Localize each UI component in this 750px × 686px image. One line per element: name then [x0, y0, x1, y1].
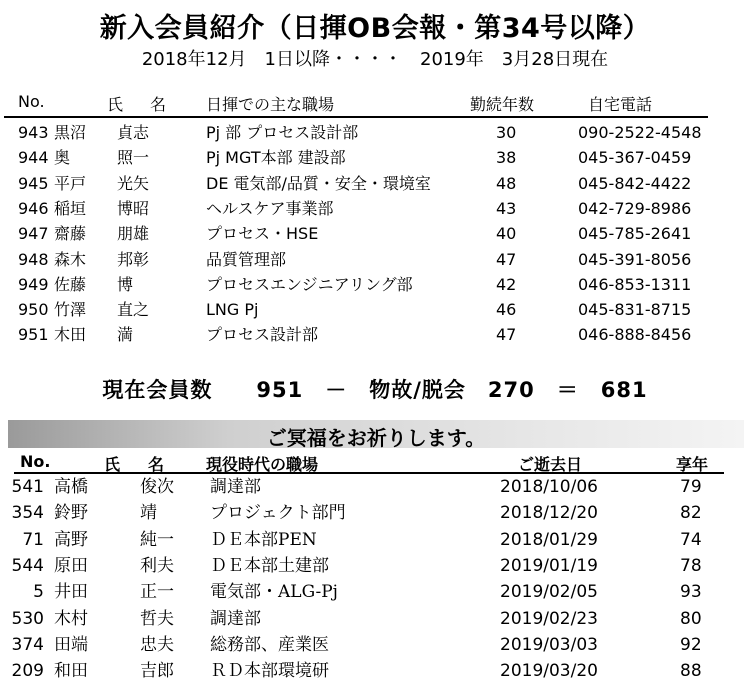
table-row: [0, 120, 750, 145]
header-name-2: 名: [148, 455, 165, 474]
member-workplace: 品質管理部: [206, 249, 287, 269]
deceased-surname: 木村: [54, 608, 88, 629]
member-surname: 齋藤: [54, 224, 87, 244]
member-phone: 045-367-0459: [578, 148, 692, 168]
member-workplace: LNG Pj: [206, 300, 259, 320]
member-workplace: プロセス・HSE: [206, 224, 319, 244]
deceased-date: 2019/01/19: [500, 555, 598, 576]
deceased-age: 92: [680, 634, 702, 655]
deceased-date: 2018/12/20: [500, 503, 598, 524]
deceased-age: 80: [680, 608, 702, 629]
table-row: [0, 171, 750, 196]
deceased-given-name: 忠夫: [140, 634, 174, 655]
deceased-given-name: 吉郎: [140, 661, 174, 682]
table-row: [0, 272, 750, 297]
deceased-surname: 田端: [54, 634, 88, 655]
date-range-subtitle: 2018年12月 1日以降・・・・ 2019年 3月28日現在: [141, 49, 609, 70]
table-row: [0, 297, 750, 322]
member-surname: 稲垣: [54, 198, 87, 218]
table-row: [0, 632, 750, 658]
member-workplace: プロセスエンジニアリング部: [206, 274, 413, 294]
table-row: [0, 247, 750, 272]
table-row: [0, 474, 750, 500]
member-surname: 木田: [54, 325, 87, 345]
member-no: 944: [18, 148, 49, 168]
member-years: 46: [496, 300, 517, 320]
deceased-given-name: 利夫: [140, 555, 174, 576]
deceased-workplace: ＲＤ本部環境研: [210, 661, 329, 682]
member-no: 947: [18, 224, 49, 244]
member-workplace: Pj MGT本部 建設部: [206, 148, 346, 168]
deceased-surname: 井田: [54, 582, 88, 603]
member-workplace: プロセス設計部: [206, 325, 319, 345]
header-years: 勤続年数: [470, 95, 535, 114]
deceased-given-name: 正一: [140, 582, 174, 603]
member-given-name: 博: [117, 274, 134, 294]
member-years: 43: [496, 198, 517, 218]
deceased-age: 74: [680, 529, 702, 550]
header-no: No.: [20, 452, 51, 471]
table-row: [0, 579, 750, 605]
member-given-name: 博昭: [117, 198, 150, 218]
deceased-date: 2019/03/03: [500, 634, 598, 655]
table-row: [0, 527, 750, 553]
member-phone: 090-2522-4548: [578, 123, 702, 142]
member-phone: 046-853-1311: [578, 274, 692, 294]
member-years: 42: [496, 274, 517, 294]
member-no: 951: [18, 325, 49, 345]
deceased-no: 5: [33, 582, 44, 603]
member-no: 945: [18, 173, 49, 193]
member-years: 48: [496, 173, 517, 193]
header-age: 享年: [676, 455, 709, 474]
condolence-banner-text: ご冥福をお祈りします。: [266, 426, 486, 450]
table-row: [0, 606, 750, 632]
condolence-banner: [8, 420, 744, 448]
member-no: 943: [18, 123, 49, 142]
member-years: 38: [496, 148, 517, 168]
deceased-date: 2019/02/23: [500, 608, 598, 629]
deceased-given-name: 靖: [140, 503, 157, 524]
deceased-workplace: ＤＥ本部土建部: [210, 555, 329, 576]
member-workplace: Pj 部 プロセス設計部: [206, 123, 359, 142]
table-row: [0, 500, 750, 526]
deceased-workplace: 電気部・ALG-Pj: [210, 582, 338, 603]
member-years: 47: [496, 249, 517, 269]
deceased-surname: 鈴野: [54, 503, 88, 524]
member-years: 47: [496, 325, 517, 345]
table-row: [0, 196, 750, 221]
deceased-age: 93: [680, 582, 702, 603]
table-row: [0, 322, 750, 347]
deceased-no: 71: [22, 529, 44, 550]
deceased-surname: 和田: [54, 661, 88, 682]
member-years: 30: [496, 123, 517, 142]
deceased-no: 209: [11, 661, 44, 682]
table-row: [0, 221, 750, 246]
deceased-workplace: 調達部: [210, 477, 261, 497]
member-no: 946: [18, 198, 49, 218]
deceased-given-name: 俊次: [140, 477, 174, 497]
deceased-workplace: プロジェクト部門: [210, 503, 346, 524]
member-surname: 奥: [54, 148, 71, 168]
member-surname: 平戸: [54, 173, 87, 193]
member-workplace: ヘルスケア事業部: [206, 198, 334, 218]
deceased-surname: 原田: [54, 555, 88, 576]
header-workplace: 現役時代の職場: [206, 455, 319, 474]
member-phone: 045-842-4422: [578, 173, 692, 193]
header-workplace: 日揮での主な職場: [206, 95, 335, 114]
member-given-name: 満: [117, 325, 134, 345]
table-row: [0, 658, 750, 684]
deceased-no: 541: [11, 477, 44, 497]
member-phone: 045-391-8056: [578, 249, 692, 269]
member-count-summary: 現在会員数 951 － 物故/脱会 270 ＝ 681: [102, 378, 648, 402]
header-divider: [4, 116, 708, 118]
member-given-name: 貞志: [117, 123, 150, 142]
deceased-surname: 高野: [54, 529, 88, 550]
member-no: 948: [18, 249, 49, 269]
deceased-no: 374: [11, 634, 44, 655]
header-phone: 自宅電話: [588, 95, 653, 114]
member-surname: 黒沼: [54, 123, 87, 142]
member-workplace: DE 電気部/品質・安全・環境室: [206, 173, 431, 193]
deceased-age: 79: [680, 477, 702, 497]
deceased-age: 82: [680, 503, 702, 524]
deceased-given-name: 純一: [140, 529, 174, 550]
deceased-workplace: 総務部、産業医: [210, 634, 329, 655]
deceased-age: 78: [680, 555, 702, 576]
header-name-2: 名: [150, 95, 167, 114]
member-no: 949: [18, 274, 49, 294]
deceased-no: 544: [11, 555, 44, 576]
member-phone: 046-888-8456: [578, 325, 692, 345]
table-row: [0, 553, 750, 579]
member-phone: 045-831-8715: [578, 300, 692, 320]
member-phone: 045-785-2641: [578, 224, 692, 244]
table-row: [0, 145, 750, 170]
member-given-name: 照一: [117, 148, 150, 168]
member-surname: 竹澤: [54, 300, 87, 320]
member-surname: 佐藤: [54, 274, 87, 294]
member-surname: 森木: [54, 249, 87, 269]
header-name-1: 氏: [107, 95, 124, 114]
member-phone: 042-729-8986: [578, 198, 692, 218]
header-date: ご逝去日: [518, 455, 583, 474]
member-no: 950: [18, 300, 49, 320]
deceased-date: 2019/03/20: [500, 661, 598, 682]
deceased-age: 88: [680, 661, 702, 682]
member-given-name: 邦彰: [117, 249, 150, 269]
member-given-name: 直之: [117, 300, 150, 320]
deceased-no: 354: [11, 503, 44, 524]
member-given-name: 朋雄: [117, 224, 150, 244]
deceased-workplace: 調達部: [210, 608, 261, 629]
deceased-workplace: ＤＥ本部PEN: [210, 529, 317, 550]
header-name-1: 氏: [104, 455, 121, 474]
deceased-date: 2018/10/06: [500, 477, 598, 497]
deceased-date: 2019/02/05: [500, 582, 598, 603]
member-years: 40: [496, 224, 517, 244]
header-no: No.: [18, 92, 45, 111]
page-title: 新入会員紹介（日揮OB会報・第34号以降）: [99, 13, 651, 44]
deceased-no: 530: [11, 608, 44, 629]
deceased-given-name: 哲夫: [140, 608, 174, 629]
member-given-name: 光矢: [117, 173, 150, 193]
deceased-surname: 高橋: [54, 477, 88, 497]
deceased-date: 2018/01/29: [500, 529, 598, 550]
